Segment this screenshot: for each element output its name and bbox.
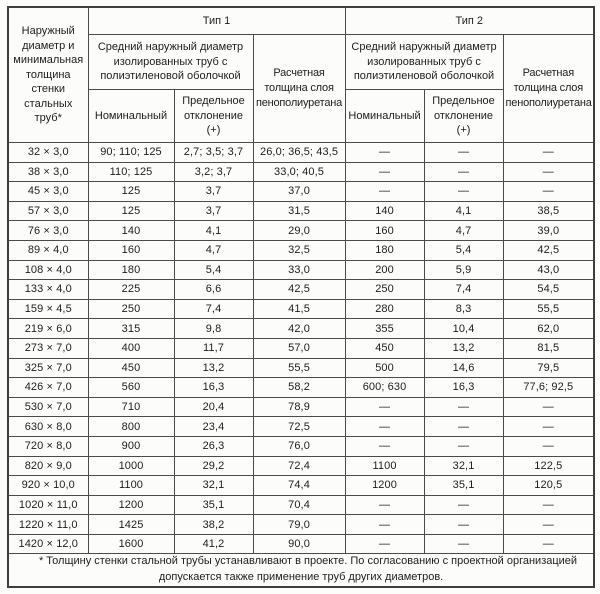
value-cell: 450 bbox=[345, 338, 424, 358]
header-nominal-type1: Номинальный bbox=[88, 90, 174, 143]
value-cell: 81,5 bbox=[503, 338, 594, 358]
value-cell: 140 bbox=[345, 201, 424, 221]
table-row bbox=[8, 319, 594, 339]
table-footer bbox=[8, 554, 594, 587]
value-cell: 29,0 bbox=[253, 221, 345, 241]
value-cell: 4,7 bbox=[174, 240, 253, 260]
pipe-size-cell: 325 × 7,0 bbox=[8, 358, 88, 378]
value-cell: — bbox=[424, 143, 503, 163]
value-cell: 41,5 bbox=[253, 299, 345, 319]
value-cell: 6,6 bbox=[174, 280, 253, 300]
value-cell: — bbox=[424, 417, 503, 437]
value-cell: — bbox=[503, 182, 594, 202]
value-cell: 38,2 bbox=[174, 515, 253, 535]
pipe-size-cell: 76 × 3,0 bbox=[8, 221, 88, 241]
value-cell: 78,9 bbox=[253, 397, 345, 417]
value-cell: — bbox=[503, 143, 594, 163]
value-cell: 5,4 bbox=[424, 240, 503, 260]
table-row bbox=[8, 456, 594, 476]
value-cell: — bbox=[424, 436, 503, 456]
value-cell: 600; 630 bbox=[345, 378, 424, 398]
value-cell: 77,6; 92,5 bbox=[503, 378, 594, 398]
header-calc-thickness-type1: Расчетная толщина слоя пенополиуретана bbox=[253, 35, 345, 143]
value-cell: — bbox=[424, 162, 503, 182]
header-avg-diameter-type1: Средний наружный диаметр изолированных труб с полиэтиленовой оболочкой bbox=[88, 35, 253, 90]
value-cell: 39,0 bbox=[503, 221, 594, 241]
value-cell: 280 bbox=[345, 299, 424, 319]
value-cell: 315 bbox=[88, 319, 174, 339]
value-cell: — bbox=[345, 162, 424, 182]
value-cell: 42,5 bbox=[503, 240, 594, 260]
footnote-row bbox=[8, 554, 594, 587]
value-cell: 55,5 bbox=[503, 299, 594, 319]
header-type2: Тип 2 bbox=[345, 7, 594, 35]
pipe-size-cell: 720 × 8,0 bbox=[8, 436, 88, 456]
value-cell: 31,5 bbox=[253, 201, 345, 221]
value-cell: 76,0 bbox=[253, 436, 345, 456]
value-cell: — bbox=[345, 534, 424, 554]
value-cell: 79,0 bbox=[253, 515, 345, 535]
value-cell: 23,4 bbox=[174, 417, 253, 437]
value-cell: 120,5 bbox=[503, 476, 594, 496]
value-cell: 160 bbox=[88, 240, 174, 260]
pipe-size-cell: 820 × 9,0 bbox=[8, 456, 88, 476]
value-cell: 1000 bbox=[88, 456, 174, 476]
value-cell: — bbox=[424, 534, 503, 554]
value-cell: 16,3 bbox=[174, 378, 253, 398]
value-cell: 16,3 bbox=[424, 378, 503, 398]
value-cell: — bbox=[503, 436, 594, 456]
value-cell: 32,1 bbox=[174, 476, 253, 496]
value-cell: 3,2; 3,7 bbox=[174, 162, 253, 182]
table-row bbox=[8, 143, 594, 163]
value-cell: 11,7 bbox=[174, 338, 253, 358]
pipe-size-cell: 1020 × 11,0 bbox=[8, 495, 88, 515]
value-cell: 500 bbox=[345, 358, 424, 378]
value-cell: — bbox=[503, 397, 594, 417]
pipe-size-cell: 57 × 3,0 bbox=[8, 201, 88, 221]
table-row bbox=[8, 534, 594, 554]
table-row bbox=[8, 182, 594, 202]
value-cell: 5,9 bbox=[424, 260, 503, 280]
value-cell: 33,0 bbox=[253, 260, 345, 280]
pipe-size-cell: 920 × 10,0 bbox=[8, 476, 88, 496]
header-avg-diameter-type2: Средний наружный диаметр изолированных труб с полиэтиленовой оболочкой bbox=[345, 35, 503, 90]
value-cell: — bbox=[424, 495, 503, 515]
value-cell: 1100 bbox=[88, 476, 174, 496]
table-row bbox=[8, 299, 594, 319]
value-cell: 1100 bbox=[345, 456, 424, 476]
value-cell: 26,3 bbox=[174, 436, 253, 456]
pipe-size-cell: 108 × 4,0 bbox=[8, 260, 88, 280]
pipe-size-cell: 219 × 6,0 bbox=[8, 319, 88, 339]
value-cell: 200 bbox=[345, 260, 424, 280]
value-cell: 4,7 bbox=[424, 221, 503, 241]
value-cell: — bbox=[503, 495, 594, 515]
pipe-size-cell: 426 × 7,0 bbox=[8, 378, 88, 398]
pipe-size-cell: 159 × 4,5 bbox=[8, 299, 88, 319]
header-row-types bbox=[8, 7, 594, 35]
table-row bbox=[8, 495, 594, 515]
value-cell: 3,7 bbox=[174, 201, 253, 221]
table-row bbox=[8, 515, 594, 535]
pipe-dimensions-table bbox=[7, 6, 595, 588]
value-cell: 9,8 bbox=[174, 319, 253, 339]
value-cell: 160 bbox=[345, 221, 424, 241]
value-cell: 33,0; 40,5 bbox=[253, 162, 345, 182]
value-cell: — bbox=[424, 397, 503, 417]
value-cell: 70,4 bbox=[253, 495, 345, 515]
value-cell: — bbox=[345, 417, 424, 437]
pipe-size-cell: 32 × 3,0 bbox=[8, 143, 88, 163]
value-cell: 14,6 bbox=[424, 358, 503, 378]
value-cell: 42,5 bbox=[253, 280, 345, 300]
table-row bbox=[8, 436, 594, 456]
value-cell: 4,1 bbox=[174, 221, 253, 241]
value-cell: 37,0 bbox=[253, 182, 345, 202]
value-cell: 1425 bbox=[88, 515, 174, 535]
header-outer-diameter: Наружный диаметр и минимальная толщина стенки стальных труб* bbox=[8, 7, 88, 143]
value-cell: — bbox=[503, 534, 594, 554]
table-row bbox=[8, 280, 594, 300]
value-cell: 180 bbox=[88, 260, 174, 280]
value-cell: 20,4 bbox=[174, 397, 253, 417]
value-cell: 90; 110; 125 bbox=[88, 143, 174, 163]
pipe-size-cell: 38 × 3,0 bbox=[8, 162, 88, 182]
value-cell: 35,1 bbox=[174, 495, 253, 515]
value-cell: 1200 bbox=[345, 476, 424, 496]
pipe-size-cell: 133 × 4,0 bbox=[8, 280, 88, 300]
value-cell: — bbox=[503, 417, 594, 437]
value-cell: 42,0 bbox=[253, 319, 345, 339]
table-body bbox=[8, 143, 594, 554]
table-row bbox=[8, 417, 594, 437]
value-cell: 125 bbox=[88, 182, 174, 202]
value-cell: — bbox=[503, 515, 594, 535]
value-cell: 41,2 bbox=[174, 534, 253, 554]
value-cell: 122,5 bbox=[503, 456, 594, 476]
table-row bbox=[8, 358, 594, 378]
pipe-size-cell: 1220 × 11,0 bbox=[8, 515, 88, 535]
value-cell: 54,5 bbox=[503, 280, 594, 300]
value-cell: — bbox=[345, 515, 424, 535]
value-cell: 3,7 bbox=[174, 182, 253, 202]
footnote: * Толщину стенки стальной трубы устанавливают в проекте. По согласованию с проектной организацией допускается также применение труб других диаметров. bbox=[8, 554, 594, 587]
value-cell: — bbox=[345, 182, 424, 202]
value-cell: 710 bbox=[88, 397, 174, 417]
table-row bbox=[8, 397, 594, 417]
value-cell: 32,5 bbox=[253, 240, 345, 260]
value-cell: 38,5 bbox=[503, 201, 594, 221]
value-cell: 74,4 bbox=[253, 476, 345, 496]
pipe-size-cell: 1420 × 12,0 bbox=[8, 534, 88, 554]
pipe-size-cell: 45 × 3,0 bbox=[8, 182, 88, 202]
value-cell: 125 bbox=[88, 201, 174, 221]
header-row-groups bbox=[8, 35, 594, 90]
value-cell: 355 bbox=[345, 319, 424, 339]
value-cell: 58,2 bbox=[253, 378, 345, 398]
value-cell: 900 bbox=[88, 436, 174, 456]
value-cell: 57,0 bbox=[253, 338, 345, 358]
pipe-size-cell: 630 × 8,0 bbox=[8, 417, 88, 437]
pipe-size-cell: 89 × 4,0 bbox=[8, 240, 88, 260]
table-row bbox=[8, 260, 594, 280]
value-cell: 225 bbox=[88, 280, 174, 300]
value-cell: 8,3 bbox=[424, 299, 503, 319]
value-cell: 10,4 bbox=[424, 319, 503, 339]
value-cell: 29,2 bbox=[174, 456, 253, 476]
value-cell: — bbox=[345, 495, 424, 515]
value-cell: 110; 125 bbox=[88, 162, 174, 182]
table-row bbox=[8, 221, 594, 241]
value-cell: 5,4 bbox=[174, 260, 253, 280]
value-cell: 72,4 bbox=[253, 456, 345, 476]
table-row bbox=[8, 240, 594, 260]
value-cell: 140 bbox=[88, 221, 174, 241]
value-cell: 1200 bbox=[88, 495, 174, 515]
value-cell: 180 bbox=[345, 240, 424, 260]
table-row bbox=[8, 378, 594, 398]
value-cell: 72,5 bbox=[253, 417, 345, 437]
value-cell: 90,0 bbox=[253, 534, 345, 554]
value-cell: 450 bbox=[88, 358, 174, 378]
value-cell: — bbox=[345, 397, 424, 417]
value-cell: 1600 bbox=[88, 534, 174, 554]
table-row bbox=[8, 201, 594, 221]
value-cell: — bbox=[345, 436, 424, 456]
value-cell: 800 bbox=[88, 417, 174, 437]
value-cell: — bbox=[503, 162, 594, 182]
value-cell: 2,7; 3,5; 3,7 bbox=[174, 143, 253, 163]
table-row bbox=[8, 338, 594, 358]
header-nominal-type2: Номинальный bbox=[345, 90, 424, 143]
value-cell: — bbox=[424, 182, 503, 202]
value-cell: 7,4 bbox=[174, 299, 253, 319]
value-cell: 250 bbox=[345, 280, 424, 300]
table-row bbox=[8, 162, 594, 182]
value-cell: 13,2 bbox=[424, 338, 503, 358]
value-cell: 62,0 bbox=[503, 319, 594, 339]
value-cell: 26,0; 36,5; 43,5 bbox=[253, 143, 345, 163]
value-cell: 4,1 bbox=[424, 201, 503, 221]
value-cell: 400 bbox=[88, 338, 174, 358]
value-cell: 560 bbox=[88, 378, 174, 398]
value-cell: — bbox=[424, 515, 503, 535]
table-row bbox=[8, 476, 594, 496]
value-cell: 79,5 bbox=[503, 358, 594, 378]
header-calc-thickness-type2: Расчетная толщина слоя пенополиуретана bbox=[503, 35, 594, 143]
header-deviation-type1: Предельное отклонение (+) bbox=[174, 90, 253, 143]
value-cell: 43,0 bbox=[503, 260, 594, 280]
value-cell: — bbox=[345, 143, 424, 163]
pipe-size-cell: 530 × 7,0 bbox=[8, 397, 88, 417]
header-type1: Тип 1 bbox=[88, 7, 345, 35]
header-deviation-type2: Предельное отклонение (+) bbox=[424, 90, 503, 143]
value-cell: 13,2 bbox=[174, 358, 253, 378]
value-cell: 7,4 bbox=[424, 280, 503, 300]
value-cell: 55,5 bbox=[253, 358, 345, 378]
value-cell: 35,1 bbox=[424, 476, 503, 496]
value-cell: 32,1 bbox=[424, 456, 503, 476]
table-header bbox=[8, 7, 594, 143]
value-cell: 250 bbox=[88, 299, 174, 319]
pipe-size-cell: 273 × 7,0 bbox=[8, 338, 88, 358]
